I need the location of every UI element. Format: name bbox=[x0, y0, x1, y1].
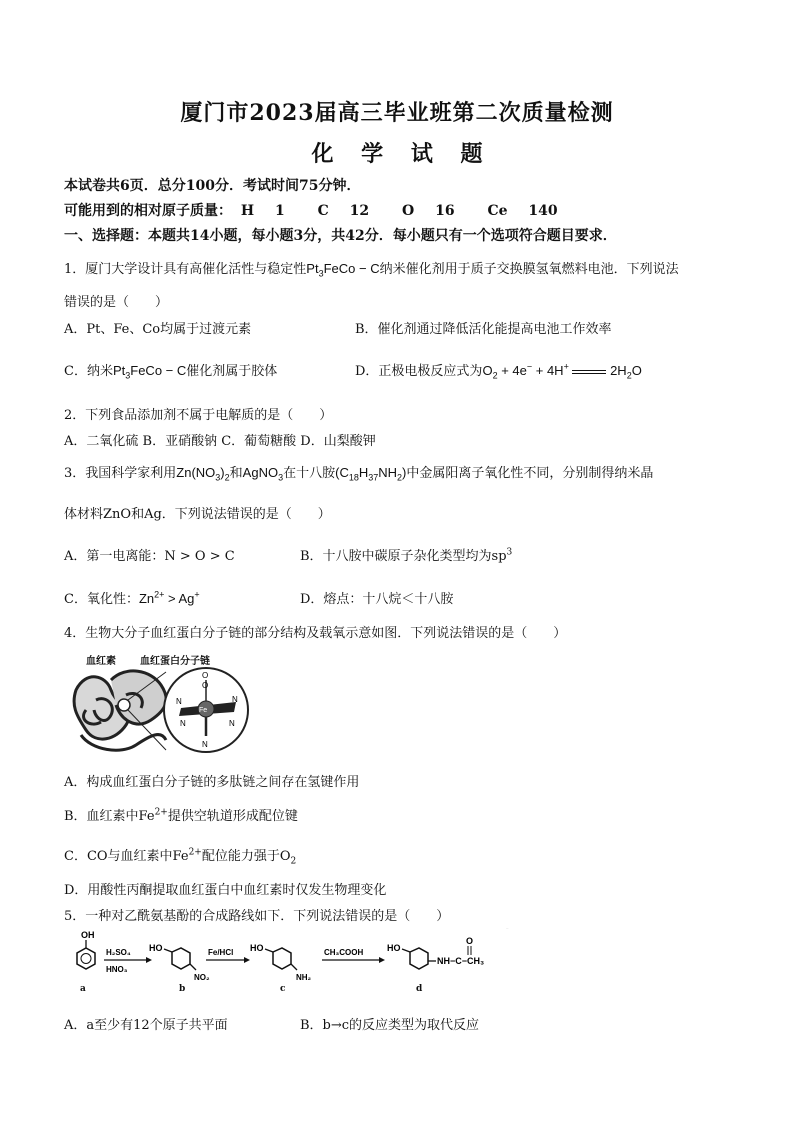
hemoglobin-figure bbox=[66, 650, 256, 762]
q1-option-a: A．Pt、Fe、Co均属于过渡元素 bbox=[64, 322, 252, 337]
q4-option-d: D．用酸性丙酮提取血红蛋白中血红素时仅发生物理变化 bbox=[64, 883, 387, 898]
atomic-mass-el: C bbox=[317, 203, 329, 219]
q1-stem-a: 1．厦门大学设计具有高催化活性与稳定性 bbox=[64, 262, 307, 277]
q3-stem bbox=[64, 462, 653, 483]
svg-text:N: N bbox=[180, 719, 186, 728]
q4-option-c: C．CO与血红素中$Fe^{2+}$配位能力强于$O_2$ bbox=[64, 847, 297, 867]
exam-info: 本试卷共6页．总分100分．考试时间75分钟． bbox=[64, 178, 361, 194]
q1-option-c-b: 催化剂属于胶体 bbox=[186, 364, 278, 379]
q3-option-d: D．熔点：十八烷＜十八胺 bbox=[300, 592, 454, 607]
synthesis-diagram bbox=[64, 928, 524, 998]
svg-text:NO₂: NO₂ bbox=[194, 973, 210, 982]
svg-text:HO: HO bbox=[387, 943, 401, 953]
exam-subject bbox=[0, 137, 794, 168]
atomic-mass-line bbox=[64, 200, 558, 220]
q3-option-b: B．十八胺中碳原子杂化类型均为$sp^3$ bbox=[300, 547, 513, 564]
q3-option-a: A．第一电离能：N > O > C bbox=[64, 549, 235, 564]
svg-text:OH: OH bbox=[81, 930, 95, 940]
q3-stem-d: 中金属阳离子氧化性不同，分别制得纳米晶 bbox=[406, 466, 654, 481]
q1-stem-cont: 错误的是（ ） bbox=[64, 295, 169, 310]
q4-option-a: A．构成血红蛋白分子链的多肽链之间存在氢键作用 bbox=[64, 775, 360, 790]
svg-text:ˉ: ˉ bbox=[506, 928, 509, 935]
compound-label: a bbox=[80, 984, 86, 994]
q1-option-d-text: D．正极电极反应式为 bbox=[355, 364, 483, 379]
atomic-mass-label: 可能用到的相对原子质量： bbox=[64, 203, 232, 219]
synthesis-route bbox=[64, 928, 524, 998]
formula: $Zn^{2+} > Ag^+$ bbox=[138, 589, 200, 606]
atomic-mass-val: 140 bbox=[528, 203, 558, 219]
svg-text:H₂SO₄: H₂SO₄ bbox=[106, 948, 131, 957]
q3-option-c-text: C．氧化性： bbox=[64, 592, 139, 607]
q4-option-b: B．血红素中$Fe^{2+}$提供空轨道形成配位键 bbox=[64, 807, 298, 824]
svg-text:Fe/HCl: Fe/HCl bbox=[208, 948, 234, 957]
svg-text:HO: HO bbox=[250, 943, 264, 953]
svg-text:N: N bbox=[176, 697, 182, 706]
svg-text:CH₃COOH: CH₃COOH bbox=[324, 948, 364, 957]
section-heading: 一、选择题：本题共14小题，每小题3分，共42分．每小题只有一个选项符合题目要求． bbox=[64, 228, 617, 244]
q4-stem: 4．生物大分子血红蛋白分子链的部分结构及载氧示意如图．下列说法错误的是（ ） bbox=[64, 626, 567, 641]
fig-label-heme: 血红素 bbox=[86, 656, 116, 667]
compound-label: d bbox=[416, 984, 423, 994]
q3-option-c bbox=[64, 588, 200, 607]
atomic-mass-val: 12 bbox=[349, 203, 370, 219]
q5-option-b: B．b→c的反应类型为取代反应 bbox=[300, 1018, 480, 1033]
q4-option-c-b: 配位能力强于O bbox=[201, 849, 291, 864]
svg-text:N: N bbox=[202, 740, 208, 749]
compound-label: b bbox=[179, 984, 186, 994]
q1-stem bbox=[64, 258, 679, 279]
q1-option-c bbox=[64, 360, 277, 381]
exam-title: 厦门市2023届高三毕业班第二次质量检测 bbox=[180, 100, 614, 126]
svg-text:HO: HO bbox=[149, 943, 163, 953]
q3-stem-cont: 体材料ZnO和Ag．下列说法错误的是（ ） bbox=[64, 507, 331, 522]
subject-char: 试 bbox=[410, 141, 433, 167]
q3-stem-a: 3．我国科学家利用 bbox=[64, 466, 177, 481]
q5-stem: 5．一种对乙酰氨基酚的合成路线如下．下列说法错误的是（ ） bbox=[64, 909, 450, 924]
svg-text:N: N bbox=[232, 695, 238, 704]
subject-char: 题 bbox=[460, 141, 483, 167]
q4-option-b-a: B．血红素中Fe bbox=[64, 809, 155, 824]
svg-text:NH−C−CH₃: NH−C−CH₃ bbox=[437, 956, 485, 966]
formula: $Zn(NO_3)_2$ bbox=[176, 465, 230, 483]
q1-option-b: B．催化剂通过降低活化能提高电池工作效率 bbox=[355, 322, 612, 337]
formula: $Pt_3FeCo - C$ bbox=[112, 363, 187, 381]
compound-label: c bbox=[280, 984, 286, 994]
q3-stem-b: 和 bbox=[229, 466, 243, 481]
svg-text:NH₂: NH₂ bbox=[296, 973, 312, 982]
subject-char: 化 bbox=[311, 141, 334, 167]
atomic-mass-val: 16 bbox=[435, 203, 455, 219]
formula: $Pt_3FeCo - C$ bbox=[306, 261, 380, 279]
subject-char: 学 bbox=[361, 141, 384, 167]
q2-options: A．二氧化硫 B．亚硝酸钠 C．葡萄糖酸 D．山梨酸钾 bbox=[64, 434, 376, 449]
svg-text:O: O bbox=[202, 671, 209, 680]
svg-text:Fe: Fe bbox=[199, 707, 208, 714]
formula: $O_2 + 4e^- + 4H^+$ $2H_2O$ bbox=[482, 361, 642, 381]
svg-text:N: N bbox=[229, 719, 235, 728]
svg-text:O: O bbox=[202, 681, 209, 690]
formula: $(C_{18}H_{37}NH_2)$ bbox=[335, 465, 407, 483]
atomic-mass-el: O bbox=[402, 203, 415, 219]
formula: AgNO$_3$ bbox=[242, 465, 284, 483]
svg-text:HNO₃: HNO₃ bbox=[106, 965, 128, 974]
q3-stem-c: 在十八胺 bbox=[283, 466, 336, 481]
svg-text:O: O bbox=[466, 936, 474, 946]
q1-option-d bbox=[355, 360, 642, 381]
q2-stem: 2．下列食品添加剂不属于电解质的是（ ） bbox=[64, 408, 333, 423]
q3-option-b-text: B．十八胺中碳原子杂化类型均为sp bbox=[300, 549, 507, 564]
q5-option-a: A．a至少有12个原子共平面 bbox=[64, 1018, 228, 1033]
q4-option-c-a: C．CO与血红素中Fe bbox=[64, 849, 189, 864]
q4-option-b-b: 提供空轨道形成配位键 bbox=[167, 809, 298, 824]
fig-label-chain: 血红蛋白分子链 bbox=[140, 656, 210, 667]
atomic-mass-val: 1 bbox=[274, 203, 285, 219]
atomic-mass-el: H bbox=[240, 203, 255, 219]
q1-stem-b: 纳米催化剂用于质子交换膜氢氧燃料电池．下列说法 bbox=[379, 262, 679, 277]
atomic-mass-el: Ce bbox=[487, 203, 508, 219]
q1-option-c-a: C．纳米 bbox=[64, 364, 113, 379]
